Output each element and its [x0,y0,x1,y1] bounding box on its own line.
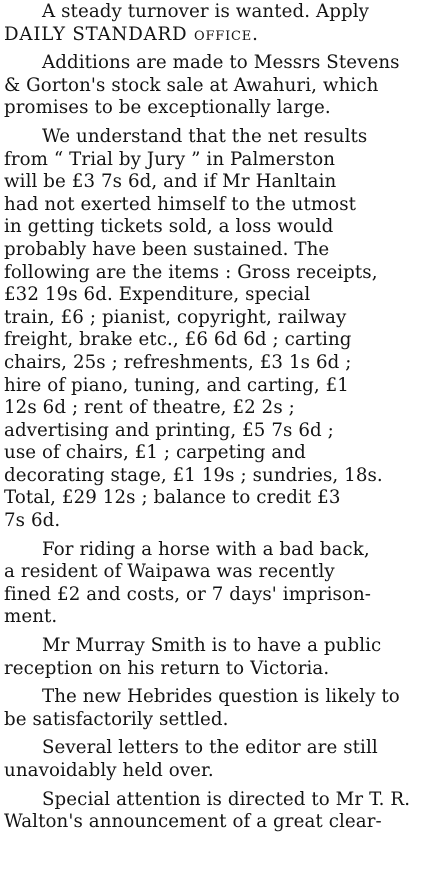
paragraph-hebrides [4,686,420,731]
text-line: Additions are made to Messrs Stevens [42,52,400,74]
paragraph-letters [4,737,420,782]
text-line: freight, brake etc., £6 6d 6d ; carting [4,329,352,351]
text-line: will be £3 7s 6d, and if Mr Hanltain [4,171,337,193]
text-line: 12s 6d ; rent of theatre, £2 2s ; [4,397,295,419]
paragraph-riding-horse [4,539,420,629]
text-line: & Gorton's stock sale at Awahuri, which [4,74,379,96]
text-line: unavoidably held over. [4,760,214,781]
text-line: hire of piano, tuning, and carting, £1 [4,374,349,396]
text-line: Special attention is directed to Mr T. R. [42,788,411,810]
text-line: DAILY STANDARD office. [4,23,259,45]
text-line: in getting tickets sold, a loss would [4,216,334,238]
text-line: probably have been sustained. The [4,238,330,260]
text-line: Mr Murray Smith is to have a public [42,635,382,657]
text-line: a resident of Waipawa was recently [4,561,335,583]
text-line: We understand that the net results [42,125,368,147]
text-line: Walton's announcement of a great clear- [4,811,382,833]
text-line: chairs, 25s ; refreshments, £3 1s 6d ; [4,351,352,373]
paragraph-turnover [4,1,420,46]
text-line: fined £2 and costs, or 7 days' imprison- [4,583,372,605]
text-line: advertising and printing, £5 7s 6d ; [4,419,334,441]
text-line: 7s 6d. [4,510,61,532]
text-line: The new Hebrides question is likely to [42,686,400,708]
text-line: following are the items : Gross receipts, [4,261,378,283]
text-line: from “ Trial by Jury ” in Palmerston [4,148,336,170]
text-line: be satisfactorily settled. [4,708,229,730]
text-line: use of chairs, £1 ; carpeting and [4,442,306,464]
paragraph-special-attention [4,789,420,834]
text-line: promises to be exceptionally large. [4,97,331,119]
text-line: £32 19s 6d. Expenditure, special [4,284,311,306]
text-line: had not exerted himself to the utmost [4,193,357,215]
paragraph-additions [4,52,420,120]
text-line: decorating stage, £1 19s ; sundries, 18s. [4,464,383,486]
text-line: reception on his return to Victoria. [4,657,330,679]
text-line: Several letters to the editor are still [42,737,378,759]
text-line: Total, £29 12s ; balance to credit £3 [4,487,341,509]
text-line: For riding a horse with a bad back, [42,538,370,560]
text-line: train, £6 ; pianist, copyright, railway [4,306,347,328]
text-line: A steady turnover is wanted. Apply [42,1,370,22]
paragraph-trial-by-jury [4,126,420,533]
paragraph-murray-smith [4,635,420,680]
text-line: ment. [4,606,58,628]
